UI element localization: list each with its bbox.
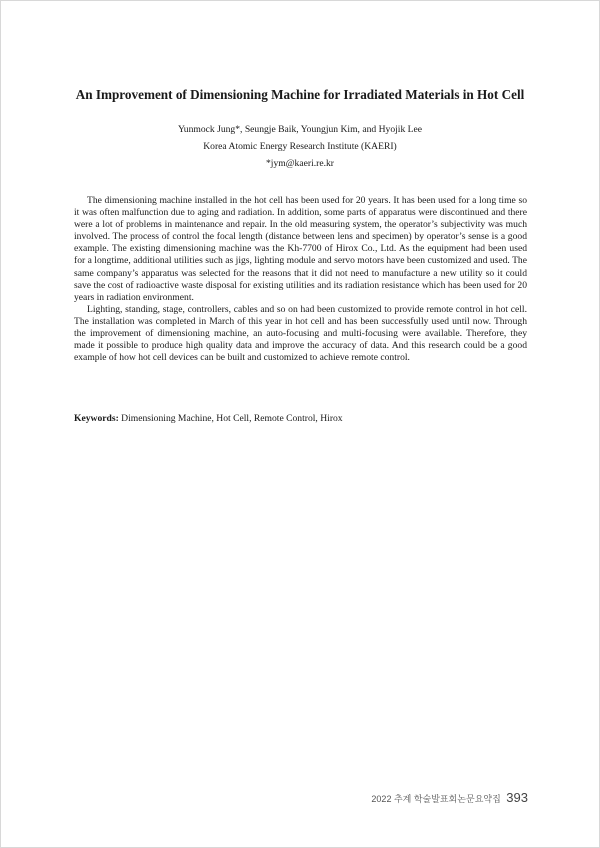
keywords-list: Dimensioning Machine, Hot Cell, Remote Control, Hirox bbox=[121, 413, 343, 424]
author-list: Yunmock Jung*, Seungje Baik, Youngjun Kim, and Hyojik Lee bbox=[177, 124, 423, 135]
proceedings-name: 2022 추계 학술발표회논문요약집 bbox=[371, 794, 501, 804]
affiliation: Korea Atomic Energy Research Institute (KAERI) bbox=[203, 141, 397, 152]
page-number: 393 bbox=[506, 790, 528, 805]
page-footer bbox=[371, 791, 528, 806]
abstract-paragraph-1: The dimensioning machine installed in the hot cell has been used for 20 years. It has been used for a long time so it was often malfunction due to aging and radiation. In addition, some parts of apparatus were discontinued and there were a lot of problems in maintenance and repair. In the old measuring system, the operator’s subjectivity was much involved. The process of control the focal length (distance between lens and specimen) by operator’s sense is a good example. The existing dimensioning machine was the Kh-7700 of Hirox Co., Ltd. As the equipment had been used for a longtime, additional utilities such as jigs, lighting module and servo motors have been customized and used. The same company’s apparatus was selected for the reasons that it did not need to manufacture a new utility so it could save the cost of radioactive waste disposal for existing utilities and its radiation resistance which has been used for 20 years in radiation environment. bbox=[74, 195, 527, 303]
abstract bbox=[74, 195, 527, 364]
corresponding-email: *jym@kaeri.re.kr bbox=[266, 158, 334, 169]
paper-title: An Improvement of Dimensioning Machine for Irradiated Materials in Hot Cell bbox=[75, 87, 525, 102]
keywords bbox=[74, 413, 527, 425]
keywords-label: Keywords: bbox=[74, 413, 119, 424]
abstract-paragraph-2: Lighting, standing, stage, controllers, cables and so on had been customized to provide remote control in hot cell. The installation was completed in March of this year in hot cell and has been successfully used until now. Through the improvement of dimensioning machine, an auto-focusing and multi-focusing were available. Therefore, they made it possible to produce high quality data and improve the accuracy of data. And this research could be a good example of how hot cell devices can be built and customized to achieve remote control. bbox=[74, 303, 527, 364]
